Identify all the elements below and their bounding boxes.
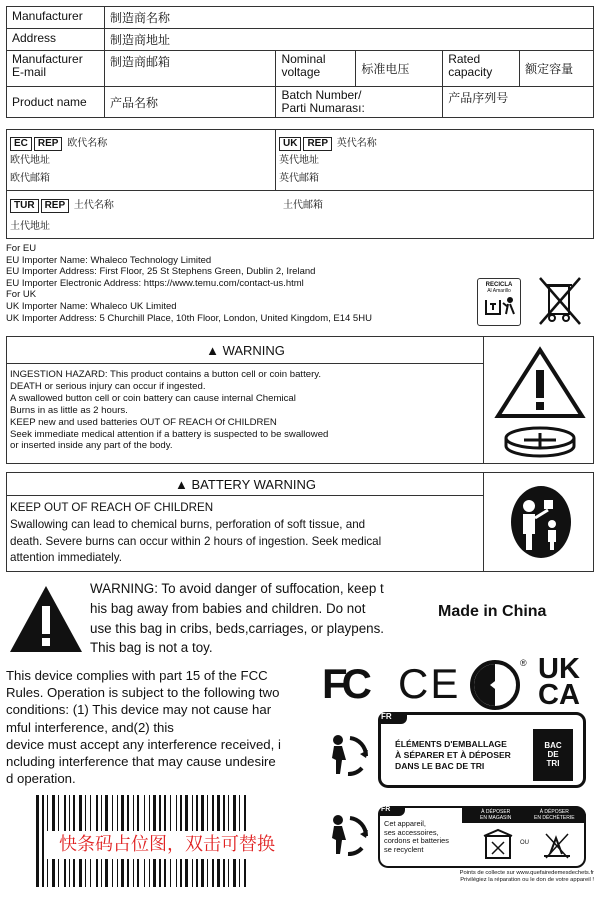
bin-label: DE <box>547 750 559 759</box>
ec-rep-name: 欧代名称 <box>67 138 108 149</box>
warning-line: INGESTION HAZARD: This product contains a button cell or coin battery. <box>10 369 322 380</box>
packaging-line: DANS LE BAC DE TRI <box>395 761 485 771</box>
bin-label: TRI <box>546 759 560 768</box>
suffocation-warning-icon <box>8 584 84 654</box>
product-name-label: Product name <box>7 87 105 118</box>
warning-title-line <box>7 343 484 358</box>
collection-footnote <box>380 870 594 884</box>
ingestion-warning-text <box>10 369 328 452</box>
tur-rep-name: 土代名称 <box>73 200 114 211</box>
device-line: ses accessoires, <box>384 827 439 837</box>
warning-line: KEEP new and used batteries OUT OF REACH Of CHILDREN <box>10 416 277 428</box>
battery-warning-line: death. Severe burns can occur within 2 hours of ingestion. Seek medical <box>10 534 382 548</box>
nominal-voltage-value: 标准电压 <box>356 51 443 87</box>
or-label: OU <box>520 840 529 846</box>
email-value: 制造商邮箱 <box>104 51 276 87</box>
warning-title: WARNING <box>222 343 285 358</box>
bag-warning-line: use this bag in cribs, beds,carriages, or playpens. <box>90 620 385 636</box>
address-label: Address <box>7 29 105 51</box>
weee-crossed-bin-icon <box>535 274 585 328</box>
fcc-line: This device complies with part 15 of the FCC <box>6 668 268 683</box>
device-recycling-info <box>378 806 586 868</box>
green-dot-icon <box>470 660 520 710</box>
bag-warning-text <box>90 579 384 658</box>
battery-warning-header <box>6 472 484 496</box>
packaging-line: À SÉPARER ET À DÉPOSER <box>395 750 511 760</box>
nominal-voltage-label: Nominal voltage <box>276 51 356 87</box>
sort-bin-icon <box>533 729 573 781</box>
uk-rep-address: 英代地址 <box>279 155 319 166</box>
barcode-bar <box>36 795 39 887</box>
fr-tag: FR <box>378 806 405 816</box>
fcc-line: d operation. <box>6 771 76 787</box>
drop-shop-label <box>480 809 511 821</box>
bag-warning-line: This bag is not a toy. <box>90 640 213 656</box>
battery-warning-line: Swallowing can lead to chemical burns, perforation of soft tissue, and <box>10 517 366 531</box>
fcc-line: Rules. Operation is subject to the following two <box>6 685 280 701</box>
packaging-sort-text <box>395 739 511 772</box>
importer-line: For EU <box>6 243 37 254</box>
barcode-placeholder-text: 快条码占位图，双击可替换 <box>44 831 290 859</box>
uk-rep-name: 英代名称 <box>336 138 377 149</box>
warning-line: DEATH or serious injury can occur if ingested. <box>10 380 206 392</box>
product-name-value: 产品名称 <box>104 87 276 118</box>
packaging-sort-info <box>378 712 586 788</box>
importer-line: UK Importer Name: Whaleco UK Limited <box>6 300 177 312</box>
fcc-statement <box>6 667 281 787</box>
recicla-logo <box>477 278 521 326</box>
fcc-line: mful interference, and(2) this <box>6 719 174 735</box>
bag-warning-line: WARNING: To avoid danger of suffocation, keep t <box>90 581 384 596</box>
device-recycling-text <box>384 820 449 854</box>
warning-line: Seek immediate medical attention if a battery is suspected to be swallowed <box>10 428 329 440</box>
batch-number-label: Batch Number/ Parti Numarası: <box>276 87 443 118</box>
ec-rep-email: 欧代邮箱 <box>10 173 50 184</box>
ukca-ca: CA <box>538 679 580 711</box>
batch-number-value: 产品序列号 <box>443 87 594 118</box>
footnote-line: Privilégiez la réparation ou le don de votre appareil ! <box>460 877 594 883</box>
rated-capacity-label: Rated capacity <box>443 51 520 87</box>
keep-away-children-icon <box>508 484 574 560</box>
triman-icon <box>322 728 372 778</box>
ukca-logo <box>538 653 580 711</box>
importer-line: UK Importer Address: 5 Churchill Place, 10th Floor, London, United Kingdom, E14 5HU <box>6 312 372 324</box>
tur-rep-name-line <box>10 196 114 213</box>
manufacturer-table <box>6 6 594 118</box>
recycle-bin-icon <box>478 294 520 318</box>
warning-triangle-icon: ▲ <box>206 343 219 358</box>
drop-center-line: EN DÉCHÈTERIE <box>534 815 575 821</box>
manufacturer-value: 制造商名称 <box>104 7 593 29</box>
bin-label: BAC <box>544 741 562 750</box>
manufacturer-label: Manufacturer <box>7 7 105 29</box>
uk-box: UK <box>279 137 301 151</box>
importer-line: EU Importer Name: Whaleco Technology Limited <box>6 254 212 266</box>
fcc-logo: FC <box>322 660 366 707</box>
recicla-title: RECICLA <box>485 282 513 288</box>
importer-block <box>6 243 476 324</box>
email-label: Manufacturer E-mail <box>7 51 105 87</box>
ec-rep-address: 欧代地址 <box>10 155 50 166</box>
uk-rep-name-line <box>279 134 377 151</box>
drop-off-header <box>462 808 586 823</box>
made-in-china: Made in China <box>438 603 547 620</box>
device-line: Cet appareil, <box>384 819 426 828</box>
battery-warning-title: BATTERY WARNING <box>191 477 316 492</box>
battery-warning-line: attention immediately. <box>10 551 122 565</box>
tur-rep-email: 土代邮箱 <box>283 200 323 211</box>
tur-box: TUR <box>10 199 39 213</box>
coin-battery-warning-icon <box>492 344 588 462</box>
ukca-uk: UK <box>538 653 580 685</box>
ec-box: EC <box>10 137 32 151</box>
device-line: se recyclent <box>384 844 424 854</box>
battery-warning-text <box>10 500 381 567</box>
warning-header <box>6 336 484 364</box>
importer-line: EU Importer Address: First Floor, 25 St Stephens Green, Dublin 2, Ireland <box>6 266 316 278</box>
importer-line: For UK <box>6 289 37 301</box>
registered-mark: ® <box>520 658 527 668</box>
recicla-subtitle: Al Amarillo <box>487 288 511 294</box>
triman-icon <box>322 808 372 858</box>
footnote-line: Points de collecte sur www.quefairedemesdechets.fr <box>459 870 594 876</box>
warning-line: or inserted inside any part of the body. <box>10 440 173 452</box>
fcc-line: ncluding interference that may cause undesire <box>6 754 276 770</box>
fcc-line: device must accept any interference received, i <box>6 736 281 752</box>
certification-marks <box>322 653 592 718</box>
warning-line: A swallowed button cell or coin battery can cause internal Chemical <box>10 392 296 404</box>
device-line: cordons et batteries <box>384 836 449 846</box>
rated-capacity-value: 额定容量 <box>520 51 594 87</box>
battery-warning-title-line <box>7 477 484 492</box>
drop-center-label <box>534 809 575 821</box>
drop-center-line: À DÉPOSER <box>539 809 569 815</box>
warning-triangle-icon: ▲ <box>175 477 188 492</box>
shop-icon <box>482 828 514 862</box>
drop-shop-line: EN MAGASIN <box>480 815 512 821</box>
waste-center-icon <box>540 828 574 862</box>
uk-rep-email: 英代邮箱 <box>279 173 319 184</box>
tur-rep-address: 土代地址 <box>10 221 50 232</box>
bag-warning-line: his bag away from babies and children. Do not <box>90 600 366 616</box>
ec-rep-box: REP <box>34 137 63 151</box>
fr-tag: FR <box>378 712 407 724</box>
importer-line: EU Importer Electronic Address: https://www.temu.com/contact-us.html <box>6 277 304 289</box>
warning-line: Burns in as little as 2 hours. <box>10 404 128 416</box>
ce-logo: CE <box>398 660 461 707</box>
battery-warning-line: KEEP OUT OF REACH OF CHILDREN <box>10 501 214 514</box>
address-value: 制造商地址 <box>104 29 593 51</box>
tur-rep-box: REP <box>41 199 70 213</box>
ec-rep-name-line <box>10 134 107 151</box>
barcode-placeholder[interactable] <box>36 795 298 887</box>
fcc-line: conditions: (1) This device may not cause har <box>6 702 272 718</box>
uk-rep-box: REP <box>303 137 332 151</box>
packaging-line: ÉLÉMENTS D'EMBALLAGE <box>395 739 507 749</box>
drop-shop-line: À DÉPOSER <box>481 809 511 815</box>
